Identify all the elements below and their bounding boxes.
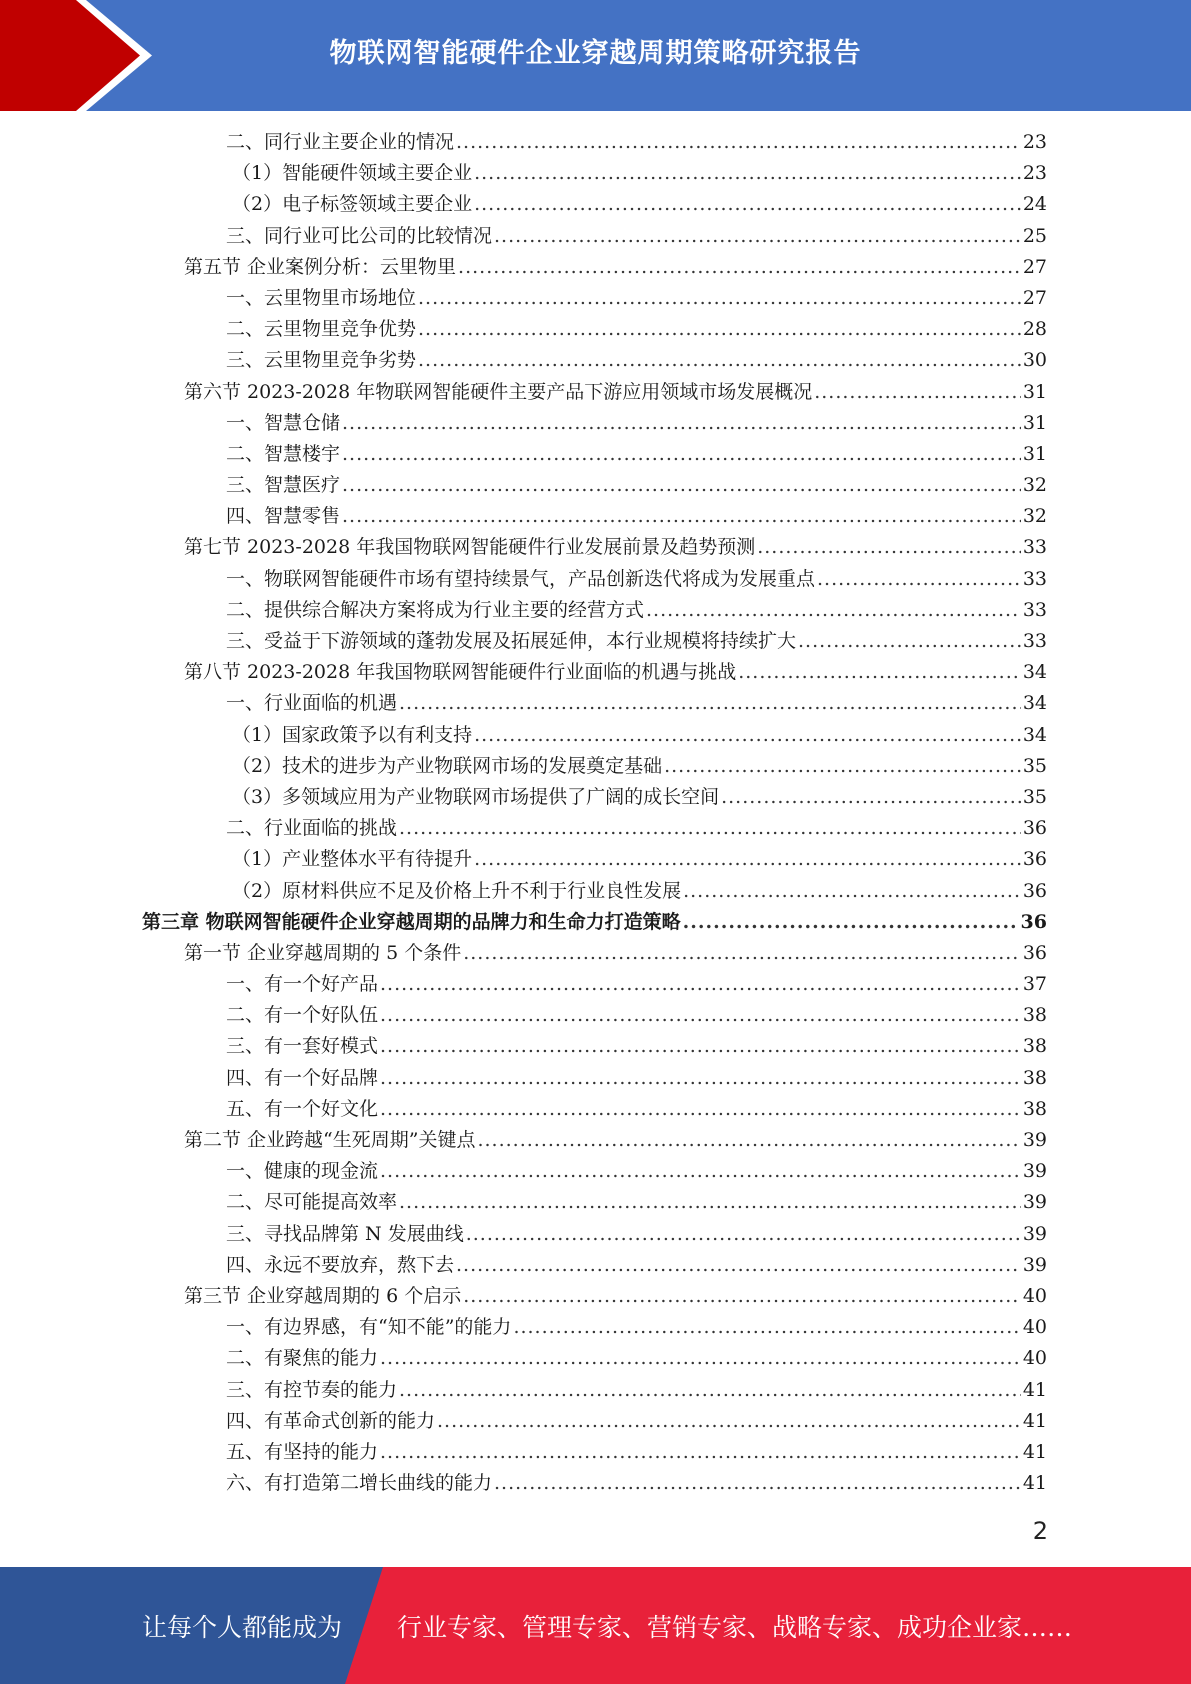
toc-dot-leader xyxy=(757,532,1021,563)
toc-entry-page: 33 xyxy=(1022,598,1047,621)
toc-entry-page: 27 xyxy=(1022,286,1047,309)
toc-entry-page: 32 xyxy=(1022,505,1047,528)
toc-entry-label: 一、健康的现金流 xyxy=(226,1160,379,1183)
toc-entry-label: 三、有控节奏的能力 xyxy=(226,1378,398,1401)
toc-dot-leader xyxy=(342,439,1021,470)
toc-entry-label: 二、同行业主要企业的情况 xyxy=(226,131,455,153)
toc-dot-leader xyxy=(798,626,1021,657)
toc-entry-label: 第五节 企业案例分析：云里物里 xyxy=(184,255,457,278)
toc-entry[interactable] xyxy=(0,345,1191,376)
toc-entry[interactable] xyxy=(0,1437,1191,1468)
toc-dot-leader xyxy=(380,1000,1021,1031)
toc-entry[interactable] xyxy=(0,1125,1191,1156)
toc-entry-page: 35 xyxy=(1022,754,1047,777)
toc-entry-page: 39 xyxy=(1022,1160,1047,1183)
toc-dot-leader xyxy=(380,1343,1021,1374)
toc-entry[interactable] xyxy=(0,189,1191,220)
toc-dot-leader xyxy=(456,127,1021,158)
toc-entry[interactable] xyxy=(0,876,1191,907)
toc-dot-leader xyxy=(664,751,1021,782)
toc-entry[interactable] xyxy=(0,969,1191,1000)
toc-entry-label: 三、云里物里竞争劣势 xyxy=(226,349,417,372)
toc-entry-label: （2）电子标签领域主要企业 xyxy=(232,193,473,216)
footer-slogan-left: 让每个人都能成为 xyxy=(142,1612,343,1642)
toc-entry-label: 一、物联网智能硬件市场有望持续景气，产品创新迭代将成为发展重点 xyxy=(226,567,816,590)
toc-entry-label: 三、受益于下游领域的蓬勃发展及拓展延伸，本行业规模将持续扩大 xyxy=(226,630,797,652)
toc-entry-label: 二、有一个好队伍 xyxy=(226,1004,379,1027)
toc-entry-page: 33 xyxy=(1022,567,1047,590)
toc-entry-label: 一、行业面临的机遇 xyxy=(226,692,398,715)
toc-entry-label: 三、寻找品牌第 N 发展曲线 xyxy=(226,1222,464,1245)
toc-entry[interactable] xyxy=(0,1375,1191,1406)
toc-entry-page: 36 xyxy=(1022,941,1047,964)
toc-entry-label: 第二节 企业跨越“生死周期”关键点 xyxy=(184,1129,476,1151)
toc-entry-page: 39 xyxy=(1022,1129,1047,1151)
toc-entry-page: 34 xyxy=(1022,723,1047,746)
toc-entry[interactable] xyxy=(0,657,1191,688)
toc-entry-page: 40 xyxy=(1022,1347,1047,1370)
toc-entry-page: 23 xyxy=(1022,162,1047,185)
toc-entry-page: 31 xyxy=(1022,411,1047,434)
toc-entry-label: （1）产业整体水平有待提升 xyxy=(232,848,473,871)
toc-entry-page: 41 xyxy=(1022,1440,1047,1463)
toc-dot-leader xyxy=(380,1063,1021,1094)
toc-entry-label: 二、尽可能提高效率 xyxy=(226,1191,398,1214)
toc-dot-leader xyxy=(399,813,1021,844)
toc-entry-label: 第一节 企业穿越周期的 5 个条件 xyxy=(184,941,462,964)
toc-dot-leader xyxy=(380,1437,1021,1468)
toc-dot-leader xyxy=(738,657,1021,688)
toc-entry-label: （2）原材料供应不足及价格上升不利于行业良性发展 xyxy=(232,879,682,902)
toc-entry[interactable] xyxy=(0,470,1191,501)
toc-entry-label: （2）技术的进步为产业物联网市场的发展奠定基础 xyxy=(232,754,663,777)
toc-entry-label: 四、有革命式创新的能力 xyxy=(226,1409,436,1432)
toc-entry[interactable] xyxy=(0,1187,1191,1218)
toc-entry-label: 第七节 2023-2028 年我国物联网智能硬件行业发展前景及趋势预测 xyxy=(184,536,756,559)
toc-entry-page: 31 xyxy=(1022,442,1047,465)
toc-dot-leader xyxy=(399,688,1021,719)
toc-entry-page: 41 xyxy=(1022,1409,1047,1432)
toc-entry-page: 30 xyxy=(1022,349,1047,372)
toc-dot-leader xyxy=(721,782,1021,813)
page-header xyxy=(0,0,1191,111)
toc-entry-page: 39 xyxy=(1022,1222,1047,1245)
toc-dot-leader xyxy=(494,221,1021,252)
toc-entry-label: 一、有边界感，有“知不能”的能力 xyxy=(226,1316,512,1339)
toc-entry-label: 第八节 2023-2028 年我国物联网智能硬件行业面临的机遇与挑战 xyxy=(184,661,737,684)
toc-entry-label: 第六节 2023-2028 年物联网智能硬件主要产品下游应用领域市场发展概况 xyxy=(184,380,813,403)
toc-entry-page: 27 xyxy=(1022,255,1047,278)
toc-entry[interactable] xyxy=(0,1343,1191,1374)
toc-entry-page: 40 xyxy=(1022,1284,1047,1307)
toc-dot-leader xyxy=(466,1219,1021,1250)
table-of-contents xyxy=(0,127,1191,1499)
toc-entry-label: 二、行业面临的挑战 xyxy=(226,817,398,840)
toc-entry-page: 38 xyxy=(1022,1035,1047,1058)
toc-entry[interactable] xyxy=(0,377,1191,408)
toc-entry-page: 34 xyxy=(1022,661,1047,684)
toc-entry[interactable] xyxy=(0,1094,1191,1125)
toc-entry-label: 四、有一个好品牌 xyxy=(226,1066,379,1089)
toc-entry[interactable] xyxy=(0,1000,1191,1031)
toc-dot-leader xyxy=(474,720,1021,751)
toc-entry-label: 三、有一套好模式 xyxy=(226,1035,379,1058)
toc-entry-page: 32 xyxy=(1022,474,1047,497)
toc-entry[interactable] xyxy=(0,221,1191,252)
toc-dot-leader xyxy=(399,1375,1021,1406)
toc-entry-page: 35 xyxy=(1022,785,1047,808)
toc-dot-leader xyxy=(380,1031,1021,1062)
toc-entry-label: 二、云里物里竞争优势 xyxy=(226,318,417,341)
report-title: 物联网智能硬件企业穿越周期策略研究报告 xyxy=(329,37,862,69)
toc-dot-leader xyxy=(463,1281,1021,1312)
toc-dot-leader xyxy=(513,1312,1020,1343)
toc-entry-page: 36 xyxy=(1022,817,1047,840)
toc-entry[interactable] xyxy=(0,907,1191,938)
toc-entry[interactable] xyxy=(0,1312,1191,1343)
toc-entry-page: 37 xyxy=(1022,973,1047,996)
toc-entry-label: （1）智能硬件领域主要企业 xyxy=(232,162,473,185)
toc-dot-leader xyxy=(418,345,1021,376)
toc-dot-leader xyxy=(342,501,1021,532)
toc-entry-label: 一、智慧仓储 xyxy=(226,411,341,434)
toc-entry[interactable] xyxy=(0,314,1191,345)
toc-entry-page: 24 xyxy=(1022,193,1047,216)
toc-entry-label: 三、智慧医疗 xyxy=(226,474,341,497)
toc-entry-page: 41 xyxy=(1022,1472,1047,1495)
toc-dot-leader xyxy=(683,876,1021,907)
toc-entry[interactable] xyxy=(0,252,1191,283)
toc-dot-leader xyxy=(380,1156,1021,1187)
toc-entry-page: 25 xyxy=(1022,224,1047,247)
toc-dot-leader xyxy=(474,844,1021,875)
toc-entry[interactable] xyxy=(0,813,1191,844)
toc-entry-page: 39 xyxy=(1022,1191,1047,1214)
toc-entry[interactable] xyxy=(0,439,1191,470)
toc-dot-leader xyxy=(342,470,1021,501)
toc-entry-label: 四、永远不要放弃，熬下去 xyxy=(226,1253,455,1276)
toc-entry[interactable] xyxy=(0,1031,1191,1062)
toc-entry[interactable] xyxy=(0,844,1191,875)
toc-dot-leader xyxy=(342,408,1021,439)
toc-dot-leader xyxy=(418,314,1021,345)
toc-entry[interactable] xyxy=(0,720,1191,751)
toc-entry-label: 第三节 企业穿越周期的 6 个启示 xyxy=(184,1284,462,1307)
toc-entry-page: 36 xyxy=(1022,879,1047,902)
toc-entry-label: 一、云里物里市场地位 xyxy=(226,286,417,309)
toc-entry[interactable] xyxy=(0,1156,1191,1187)
toc-dot-leader xyxy=(683,907,1019,938)
toc-entry[interactable] xyxy=(0,408,1191,439)
toc-entry[interactable] xyxy=(0,1250,1191,1281)
toc-entry[interactable] xyxy=(0,1406,1191,1437)
toc-dot-leader xyxy=(437,1406,1021,1437)
toc-entry-page: 38 xyxy=(1022,1097,1047,1120)
toc-dot-leader xyxy=(458,252,1021,283)
toc-dot-leader xyxy=(380,1094,1021,1125)
toc-entry-page: 40 xyxy=(1022,1316,1047,1339)
toc-entry-page: 33 xyxy=(1022,630,1047,652)
toc-dot-leader xyxy=(646,595,1021,626)
toc-entry-label: 一、有一个好产品 xyxy=(226,973,379,996)
toc-entry-label: 五、有一个好文化 xyxy=(226,1097,379,1120)
toc-entry[interactable] xyxy=(0,127,1191,158)
toc-entry[interactable] xyxy=(0,532,1191,563)
toc-entry[interactable] xyxy=(0,283,1191,314)
page-number: 2 xyxy=(1032,1517,1048,1545)
toc-entry-label: （1）国家政策予以有利支持 xyxy=(232,723,473,746)
toc-dot-leader xyxy=(456,1250,1021,1281)
toc-dot-leader xyxy=(380,969,1021,1000)
page-footer xyxy=(0,1567,1191,1684)
toc-entry[interactable] xyxy=(0,1219,1191,1250)
toc-entry-page: 39 xyxy=(1022,1253,1047,1276)
toc-entry[interactable] xyxy=(0,688,1191,719)
toc-entry-page: 36 xyxy=(1020,910,1047,933)
toc-entry-label: 二、有聚焦的能力 xyxy=(226,1347,379,1370)
toc-entry-label: 六、有打造第二增长曲线的能力 xyxy=(226,1472,493,1495)
toc-entry[interactable] xyxy=(0,501,1191,532)
toc-entry-page: 36 xyxy=(1022,848,1047,871)
toc-entry-page: 38 xyxy=(1022,1066,1047,1089)
toc-dot-leader xyxy=(474,189,1021,220)
toc-entry[interactable] xyxy=(0,938,1191,969)
toc-entry-label: 二、提供综合解决方案将成为行业主要的经营方式 xyxy=(226,598,645,621)
toc-entry[interactable] xyxy=(0,751,1191,782)
toc-entry-label: （3）多领域应用为产业物联网市场提供了广阔的成长空间 xyxy=(232,785,720,808)
toc-dot-leader xyxy=(814,377,1021,408)
toc-entry-label: 第三章 物联网智能硬件企业穿越周期的品牌力和生命力打造策略 xyxy=(142,910,681,933)
toc-entry-label: 五、有坚持的能力 xyxy=(226,1440,379,1463)
toc-dot-leader xyxy=(399,1187,1021,1218)
toc-entry[interactable] xyxy=(0,782,1191,813)
toc-entry-page: 34 xyxy=(1022,692,1047,715)
toc-entry[interactable] xyxy=(0,1468,1191,1499)
toc-entry-label: 二、智慧楼宇 xyxy=(226,442,341,465)
toc-entry[interactable] xyxy=(0,595,1191,626)
toc-dot-leader xyxy=(474,158,1021,189)
toc-entry-label: 四、智慧零售 xyxy=(226,505,341,528)
toc-entry-label: 三、同行业可比公司的比较情况 xyxy=(226,224,493,247)
toc-entry-page: 41 xyxy=(1022,1378,1047,1401)
toc-entry[interactable] xyxy=(0,1281,1191,1312)
toc-entry[interactable] xyxy=(0,564,1191,595)
toc-dot-leader xyxy=(463,938,1021,969)
toc-dot-leader xyxy=(817,564,1021,595)
toc-entry[interactable] xyxy=(0,158,1191,189)
toc-entry[interactable] xyxy=(0,626,1191,657)
footer-slogan-right: 行业专家、管理专家、营销专家、战略专家、成功企业家…… xyxy=(397,1612,1073,1642)
toc-entry-page: 38 xyxy=(1022,1004,1047,1027)
toc-dot-leader xyxy=(477,1125,1020,1156)
toc-entry-page: 31 xyxy=(1022,380,1047,403)
toc-dot-leader xyxy=(494,1468,1021,1499)
toc-entry-page: 23 xyxy=(1022,131,1047,153)
toc-dot-leader xyxy=(418,283,1021,314)
toc-entry[interactable] xyxy=(0,1063,1191,1094)
toc-entry-page: 28 xyxy=(1022,318,1047,341)
toc-entry-page: 33 xyxy=(1022,536,1047,559)
